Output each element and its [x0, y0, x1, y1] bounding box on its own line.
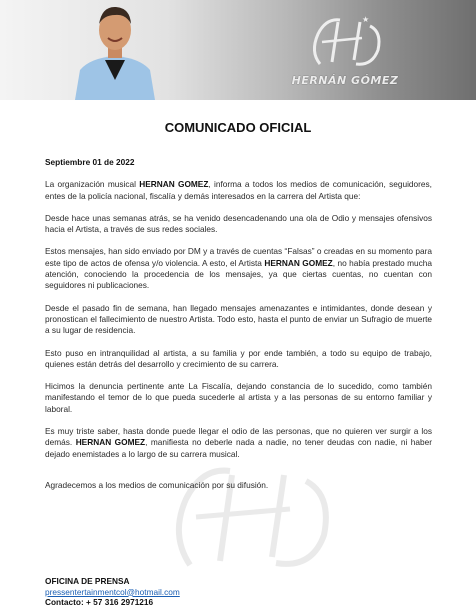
paragraph-6: Hicimos la denuncia pertinente ante La Fiscalía, dejando constancia de lo sucedido, como también manifestando el temor de lo que pueda sucederle al artista y a las personas de su entorno familiar y laboral.	[45, 381, 432, 414]
paragraph-2: Desde hace unas semanas atrás, se ha venido desencadenando una ola de Odio y mensajes ofensivos hacia el Artista, a través de sus redes sociales.	[45, 212, 432, 235]
document-date: Septiembre 01 de 2022	[45, 157, 135, 167]
artist-portrait	[70, 0, 160, 100]
svg-text:★: ★	[362, 15, 370, 24]
letterhead-banner	[0, 0, 476, 100]
document-title: COMUNICADO OFICIAL	[164, 120, 312, 135]
paragraph-3: Estos mensajes, han sido enviado por DM y a través de cuentas “Falsas” o creadas en su momento para este tipo de actos de ofensa y/o violencia. A esto, el Artista HERNAN GOMEZ, no había prestado mucha atención, conociendo la procedencia de los mensajes, ya que ciertas cuentas, no cuentan con seguidores ni publicaciones.	[45, 246, 432, 291]
contact-phone: Contacto: + 57 316 2971216	[45, 597, 154, 607]
paragraph-closing: Agradecemos a los medios de comunicación por su difusión.	[45, 479, 269, 490]
paragraph-7: Es muy triste saber, hasta donde puede llegar el odio de las personas, que no quieren ver surgir a los demás. HERNAN GOMEZ, manifiesta no deberle nada a nadie, no tener deudas con nadie, ni haber dejado enemistades a lo largo de su carrera musical.	[45, 426, 432, 459]
press-office-label: OFICINA DE PRENSA	[45, 576, 130, 586]
press-email-link[interactable]: pressentertainmentcol@hotmail.com	[45, 586, 180, 597]
document-body	[45, 157, 432, 502]
paragraph-intro: La organización musical HERNAN GOMEZ, informa a todos los medios de comunicación, seguidores, entes de la policía nacional, fiscalía y demás interesados en la carrera del Artista que:	[45, 179, 432, 201]
logo-wordmark: HERNÁN GÓMEZ	[291, 74, 399, 87]
press-office-footer	[45, 576, 345, 608]
monogram-logo-icon	[300, 12, 390, 72]
paragraph-5: Esto puso en intranquilidad al artista, a su familia y por ende también, a todo su equipo de trabajo, quienes están detrás del desarrollo y crecimiento de su carrera.	[45, 347, 432, 369]
paragraph-4: Desde el pasado fin de semana, han llegado mensajes amenazantes e intimidantes, donde desean y pronostican el fallecimiento de nuestro Artista. Todo esto, hasta el punto de enviar un Sufragio de muerte a su lugar de residencia.	[45, 302, 432, 336]
brand-logo	[290, 8, 400, 98]
